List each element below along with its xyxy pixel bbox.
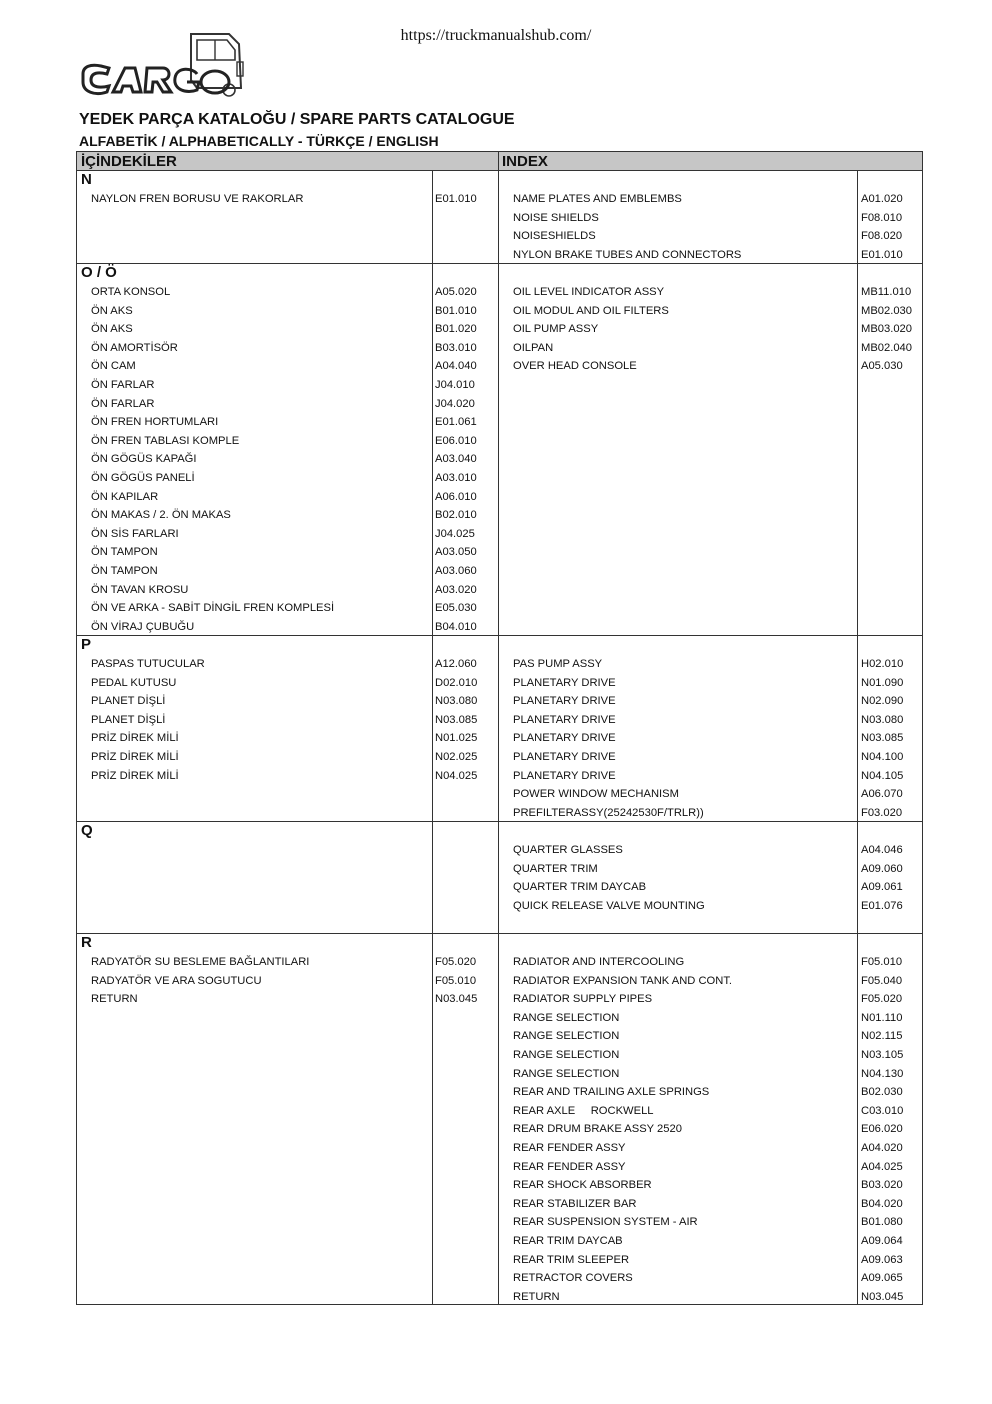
turkish-code: F05.010 [435,974,477,987]
table-row [77,1065,922,1084]
turkish-name: PLANET DİŞLİ [91,713,166,726]
english-code: A09.063 [861,1253,903,1266]
logo-text: CARGO [83,100,87,101]
turkish-code: B01.010 [435,304,477,317]
table-row [77,543,922,562]
english-code: C03.010 [861,1104,904,1117]
turkish-name: ÖN TAVAN KROSU [91,583,189,596]
english-code: F05.010 [861,956,903,968]
turkish-code: N03.085 [435,713,478,726]
turkish-code: B01.020 [435,323,477,336]
english-name: RETURN [513,1290,560,1303]
english-name: REAR SUSPENSION SYSTEM - AIR [513,1216,698,1229]
turkish-code: D02.010 [435,676,478,689]
table-row [77,525,922,544]
english-code: E01.010 [861,248,903,261]
turkish-code: J04.010 [435,378,475,391]
english-code: E01.076 [861,899,903,912]
english-name: OIL PUMP ASSY [513,323,599,336]
turkish-name: ÖN FARLAR [91,397,155,410]
english-code: B01.080 [861,1216,903,1229]
english-code: A09.065 [861,1272,903,1285]
table-row [77,990,922,1009]
turkish-name: ÖN AKS [91,323,133,336]
table-row [77,320,922,339]
section-0 [76,171,923,264]
turkish-name: RETURN [91,993,138,1006]
turkish-name: ORTA KONSOL [91,286,171,298]
english-code: A09.060 [861,862,903,875]
table-row [77,1083,922,1102]
table-row [77,767,922,786]
english-name: PLANETARY DRIVE [513,676,616,689]
table-row [77,432,922,451]
table-row [77,1195,922,1214]
header-turkish: İÇİNDEKİLER [81,153,177,170]
section-1 [76,264,923,636]
english-name: REAR TRIM DAYCAB [513,1234,623,1247]
site-url: https://truckmanualshub.com/ [400,27,592,44]
english-code: A04.020 [861,1141,903,1154]
table-row [77,339,922,358]
english-name: PLANETARY DRIVE [513,769,616,782]
english-code: N03.045 [861,1290,904,1303]
table-row [77,190,922,209]
english-code: F08.010 [861,211,903,224]
english-name: RANGE SELECTION [513,1048,620,1061]
header-english: INDEX [502,153,548,170]
english-code: A05.030 [861,360,903,373]
turkish-code: A12.060 [435,658,477,670]
turkish-name: ÖN VE ARKA - SABİT DİNGİL FREN KOMPLESİ [91,602,335,615]
table-row [77,599,922,618]
table-row [77,209,922,228]
english-code: N03.105 [861,1048,904,1061]
table-row [77,897,922,916]
index-table [76,151,923,1305]
section-3 [76,822,923,934]
table-row [77,246,922,265]
english-code: N02.115 [861,1030,903,1043]
turkish-name: ÖN CAM [91,360,136,373]
turkish-code: B03.010 [435,341,477,354]
table-row [77,506,922,525]
english-code: MB02.030 [861,304,912,317]
english-name: POWER WINDOW MECHANISM [513,788,679,801]
table-row [77,1027,922,1046]
turkish-name: ÖN SİS FARLARI [91,527,179,540]
english-name: PLANETARY DRIVE [513,732,616,745]
english-code: MB03.020 [861,323,912,336]
turkish-code: A06.010 [435,490,477,503]
english-code: MB11.010 [861,286,912,298]
english-name: RANGE SELECTION [513,1030,620,1043]
turkish-code: A03.050 [435,546,477,559]
table-row [77,1120,922,1139]
cargo-truck-logo [79,30,249,102]
english-code: F03.020 [861,806,903,819]
turkish-name: RADYATÖR SU BESLEME BAĞLANTILARI [91,956,310,968]
turkish-name: ÖN FREN TABLASI KOMPLE [91,434,240,447]
section-4 [76,934,923,1305]
table-row [77,1046,922,1065]
turkish-code: J04.025 [435,527,475,540]
english-code: N03.085 [861,732,904,745]
table-row [77,860,922,879]
english-code: N03.080 [861,713,904,726]
table-row [77,302,922,321]
english-code: F05.020 [861,993,903,1006]
english-name: REAR AND TRAILING AXLE SPRINGS [513,1086,710,1099]
english-name: RADIATOR AND INTERCOOLING [513,956,685,968]
table-row [77,674,922,693]
turkish-code: E01.061 [435,416,477,429]
table-row [77,1213,922,1232]
turkish-code: A03.060 [435,564,477,577]
turkish-code: B02.010 [435,509,477,522]
english-name: PREFILTERASSY(25242530F/TRLR)) [513,806,704,819]
english-name: PLANETARY DRIVE [513,695,616,708]
english-name: NYLON BRAKE TUBES AND CONNECTORS [513,248,742,261]
english-code: N04.100 [861,750,904,763]
turkish-code: J04.020 [435,397,475,410]
turkish-name: RADYATÖR VE ARA SOGUTUCU [91,974,262,987]
table-row [77,711,922,730]
table-row [77,692,922,711]
turkish-code: N03.045 [435,993,478,1006]
english-code: N01.090 [861,676,904,689]
table-row [77,357,922,376]
english-code: F05.040 [861,974,903,987]
english-code: N02.090 [861,695,904,708]
table-row [77,1269,922,1288]
english-name: REAR TRIM SLEEPER [513,1253,630,1266]
table-row [77,376,922,395]
turkish-name: ÖN AKS [91,304,133,317]
table-row [77,804,922,823]
turkish-name: ÖN AMORTİSÖR [91,341,178,354]
english-code: B03.020 [861,1179,903,1192]
table-row [77,488,922,507]
table-row [77,581,922,600]
turkish-code: A04.040 [435,360,477,373]
section-letter: Q [81,822,93,839]
table-row [77,729,922,748]
english-name: QUICK RELEASE VALVE MOUNTING [513,899,705,912]
english-name: REAR AXLE ROCKWELL [513,1104,654,1117]
turkish-name: ÖN TAMPON [91,546,158,559]
turkish-name: PEDAL KUTUSU [91,676,177,689]
english-code: A09.061 [861,881,903,894]
english-name: QUARTER GLASSES [513,844,623,856]
turkish-name: ÖN FARLAR [91,378,155,391]
english-code: B02.030 [861,1086,903,1099]
turkish-name: ÖN VİRAJ ÇUBUĞU [91,620,195,633]
english-name: REAR FENDER ASSY [513,1141,626,1154]
table-row [77,1176,922,1195]
table-header [76,151,923,171]
turkish-name: ÖN GÖGÜS PANELİ [91,471,195,484]
english-name: QUARTER TRIM [513,862,598,875]
table-row [77,1251,922,1270]
section-letter: P [81,636,92,653]
english-code: A06.070 [861,788,903,801]
turkish-code: N02.025 [435,750,478,763]
table-row [77,841,922,860]
table-row [77,655,922,674]
english-code: N01.110 [861,1011,903,1024]
turkish-name: PLANET DİŞLİ [91,695,166,708]
turkish-code: E06.010 [435,434,477,447]
english-code: N04.130 [861,1067,904,1080]
english-name: REAR STABILIZER BAR [513,1197,637,1210]
turkish-code: A03.040 [435,453,477,466]
english-name: OIL MODUL AND OIL FILTERS [513,304,669,317]
turkish-code: N01.025 [435,732,478,745]
english-name: RADIATOR EXPANSION TANK AND CONT. [513,974,733,987]
table-row [77,450,922,469]
table-row [77,227,922,246]
turkish-name: PRİZ DİREK MİLİ [91,750,179,763]
table-row [77,1232,922,1251]
english-code: H02.010 [861,658,904,670]
english-name: NOISE SHIELDS [513,211,599,224]
table-row [77,413,922,432]
english-name: REAR DRUM BRAKE ASSY 2520 [513,1123,682,1136]
english-name: PLANETARY DRIVE [513,750,616,763]
turkish-name: ÖN MAKAS / 2. ÖN MAKAS [91,509,231,522]
turkish-code: E01.010 [435,193,477,205]
table-row [77,1158,922,1177]
english-name: OVER HEAD CONSOLE [513,360,637,373]
english-name: RADIATOR SUPPLY PIPES [513,993,653,1006]
turkish-name: ÖN TAMPON [91,564,158,577]
english-code: A04.025 [861,1160,903,1173]
table-row [77,1288,922,1307]
turkish-name: ÖN FREN HORTUMLARI [91,416,219,429]
turkish-name: ÖN KAPILAR [91,490,159,503]
section-letter: N [81,171,92,188]
turkish-code: N04.025 [435,769,478,782]
turkish-name: PRİZ DİREK MİLİ [91,732,179,745]
turkish-name: PASPAS TUTUCULAR [91,658,205,670]
table-row [77,469,922,488]
turkish-code: E05.030 [435,602,477,615]
turkish-name: ÖN GÖGÜS KAPAĞI [91,453,197,466]
table-row [77,972,922,991]
turkish-code: A03.010 [435,471,477,484]
english-name: OILPAN [513,341,554,354]
section-letter: R [81,934,92,951]
section-2 [76,636,923,822]
turkish-code: A05.020 [435,286,477,298]
english-code: B04.020 [861,1197,903,1210]
english-name: OIL LEVEL INDICATOR ASSY [513,286,665,298]
english-name: RANGE SELECTION [513,1011,620,1024]
turkish-code: N03.080 [435,695,478,708]
english-name: NAME PLATES AND EMBLEMBS [513,193,682,205]
section-letter: O / Ö [81,264,117,281]
table-row [77,618,922,637]
english-code: MB02.040 [861,341,912,354]
turkish-code: B04.010 [435,620,477,633]
table-row [77,1139,922,1158]
table-row [77,283,922,302]
english-code: A09.064 [861,1234,903,1247]
table-row [77,785,922,804]
english-name: RETRACTOR COVERS [513,1272,633,1285]
table-row [77,1009,922,1028]
english-name: REAR FENDER ASSY [513,1160,626,1173]
english-name: QUARTER TRIM DAYCAB [513,881,647,894]
table-row [77,562,922,581]
table-row [77,878,922,897]
english-code: A01.020 [861,193,903,205]
english-name: PLANETARY DRIVE [513,713,616,726]
english-name: REAR SHOCK ABSORBER [513,1179,652,1192]
catalogue-subtitle: ALFABETİK / ALPHABETICALLY - TÜRKÇE / ENGLISH [79,133,439,149]
catalogue-title: YEDEK PARÇA KATALOĞU / SPARE PARTS CATALOGUE [79,111,515,128]
english-name: NOISESHIELDS [513,230,596,243]
english-code: N04.105 [861,769,904,782]
english-name: RANGE SELECTION [513,1067,620,1080]
table-row [77,395,922,414]
turkish-code: F05.020 [435,956,477,968]
turkish-name: PRİZ DİREK MİLİ [91,769,179,782]
table-row [77,748,922,767]
english-code: F08.020 [861,230,903,243]
english-code: A04.046 [861,844,903,856]
table-row [77,1102,922,1121]
turkish-name: NAYLON FREN BORUSU VE RAKORLAR [91,193,304,205]
turkish-code: A03.020 [435,583,477,596]
table-row [77,953,922,972]
english-name: PAS PUMP ASSY [513,658,603,670]
english-code: E06.020 [861,1123,903,1136]
